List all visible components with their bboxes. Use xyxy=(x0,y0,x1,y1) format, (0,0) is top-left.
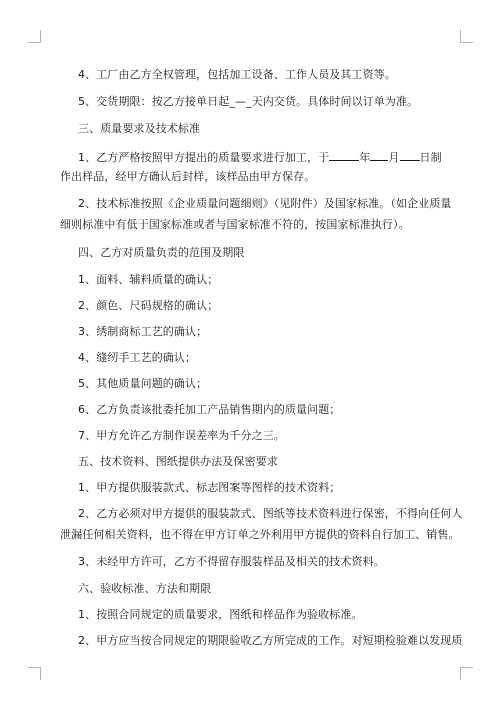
paragraph-acceptance-period: 2、甲方应当按合同规定的期限验收乙方所完成的工作。对短期检验难以发现质 xyxy=(78,634,463,647)
sample-clause-text: 1、乙方严格按照甲方提出的质量要求进行加工，于 xyxy=(78,151,330,164)
year-label: 年 xyxy=(359,151,371,164)
month-blank xyxy=(370,149,388,161)
paragraph-factory-management: 4、工厂由乙方全权管理，包括加工设备、工作人员及其工资等。 xyxy=(78,68,396,81)
paragraph-technical-standard-continued: 细则标准中有低于国家标准或者与国家标准不符的，按国家标准执行）。 xyxy=(60,218,410,231)
paragraph-no-retention: 3、未经甲方许可，乙方不得留存服装样品及相关的技术资料。 xyxy=(78,555,385,568)
paragraph-confidentiality-continued: 泄漏任何相关资料，也不得在甲方订单之外利用甲方提供的资料自行加工、销售。 xyxy=(60,528,460,541)
day-label: 日制 xyxy=(419,151,442,164)
list-item-embroidery: 3、绣制商标工艺的确认； xyxy=(78,325,208,338)
list-item-sales-period-quality: 6、乙方负责该批委托加工产品销售期内的质量问题； xyxy=(78,403,341,416)
paragraph-sample-production-continued: 作出样品，经甲方确认后封样，该样品由甲方保存。 xyxy=(60,170,316,183)
month-label: 月 xyxy=(388,151,400,164)
list-item-color-size: 2、颜色、尺码规格的确认； xyxy=(78,299,219,312)
year-blank xyxy=(329,149,359,161)
paragraph-confidentiality: 2、乙方必须对甲方提供的服装款式、图纸等技术资料进行保密，不得向任何人 xyxy=(78,507,463,520)
section-heading-quality-scope: 四、乙方对质量负责的范围及期限 xyxy=(78,246,245,259)
paragraph-acceptance-standard: 1、按照合同规定的质量要求，图纸和样品作为验收标准。 xyxy=(78,608,363,621)
list-item-error-rate: 7、甲方允许乙方制作误差率为千分之三。 xyxy=(78,429,285,442)
section-heading-quality-requirements: 三、质量要求及技术标准 xyxy=(78,122,201,135)
list-item-sewing: 4、缝纫手工艺的确认； xyxy=(78,351,197,364)
paragraph-delivery-period: 5、交货期限：按乙方接单日起_—_天内交货。具体时间以订单为准。 xyxy=(78,95,419,108)
paragraph-sample-production xyxy=(78,149,442,165)
list-item-fabric: 1、面料、辅料质量的确认； xyxy=(78,273,219,286)
section-heading-acceptance: 六、验收标准、方法和期限 xyxy=(78,582,212,595)
paragraph-provide-technical-data: 1、甲方提供服装款式、标志图案等图样的技术资料； xyxy=(78,481,341,494)
day-blank xyxy=(400,149,420,161)
paragraph-technical-standard: 2、技术标准按照《企业质量问题细则》（见附件）及国家标准。（如企业质量 xyxy=(78,197,452,210)
section-heading-technical-data: 五、技术资料、图纸提供办法及保密要求 xyxy=(78,455,278,468)
list-item-other-quality: 5、其他质量问题的确认； xyxy=(78,377,208,390)
